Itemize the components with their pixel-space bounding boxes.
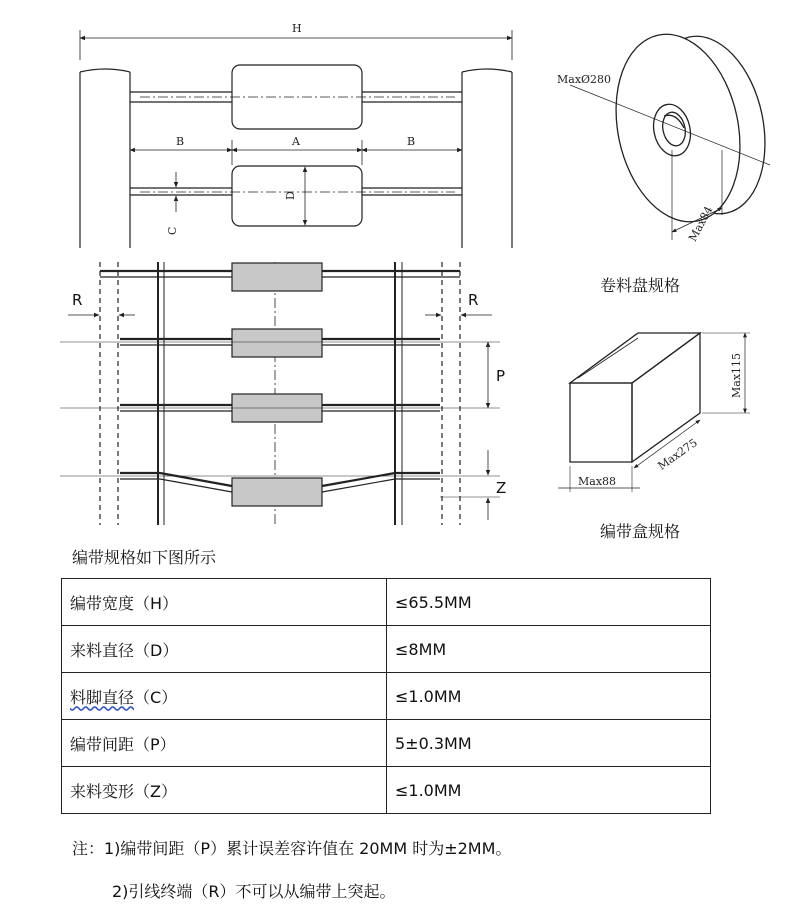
row-label: 编带间距（P） (62, 720, 387, 767)
row-value: 5±0.3MM (387, 720, 711, 767)
row-value: ≤65.5MM (387, 579, 711, 626)
row-label: 料脚直径（C） (62, 673, 387, 720)
dim-label-b-right: B (407, 135, 416, 148)
table-title: 编带规格如下图所示 (72, 548, 217, 567)
dim-label-r-right: R (468, 291, 479, 309)
dim-label-h: H (292, 22, 302, 35)
box-length-label: Max275 (655, 436, 700, 473)
dim-label-z: Z (496, 479, 507, 497)
table-row (62, 767, 711, 814)
table-row (62, 673, 711, 720)
dim-label-r-left: R (72, 291, 83, 309)
box-width-label: Max88 (578, 475, 617, 488)
reel-drawing (570, 23, 781, 240)
reel-caption: 卷料盘规格 (600, 276, 681, 295)
row-label: 编带宽度（H） (62, 579, 387, 626)
pitch-drawing (60, 262, 500, 525)
note-line-2: 2)引线终端（R）不可以从编带上突起。 (112, 882, 396, 901)
note-line-1: 注：1)编带间距（P）累计误差容许值在 20MM 时为±2MM。 (72, 839, 512, 858)
dim-label-d: D (284, 191, 297, 200)
spec-table (61, 578, 711, 814)
table-row (62, 720, 711, 767)
table-row (62, 626, 711, 673)
dim-label-b-left: B (176, 135, 185, 148)
box-caption: 编带盒规格 (600, 522, 681, 541)
box-drawing (558, 333, 750, 492)
dim-label-a: A (292, 135, 300, 148)
row-value: ≤1.0MM (387, 673, 711, 720)
dim-label-p: P (496, 367, 506, 385)
row-label: 来料变形（Z） (62, 767, 387, 814)
row-value: ≤1.0MM (387, 767, 711, 814)
table-row (62, 579, 711, 626)
box-height-label: Max115 (730, 352, 743, 398)
reel-diameter-label: MaxØ280 (557, 73, 612, 86)
row-value: ≤8MM (387, 626, 711, 673)
dim-label-c: C (166, 226, 179, 235)
reel-width-label: Max84 (686, 203, 716, 244)
row-label: 来料直径（D） (62, 626, 387, 673)
